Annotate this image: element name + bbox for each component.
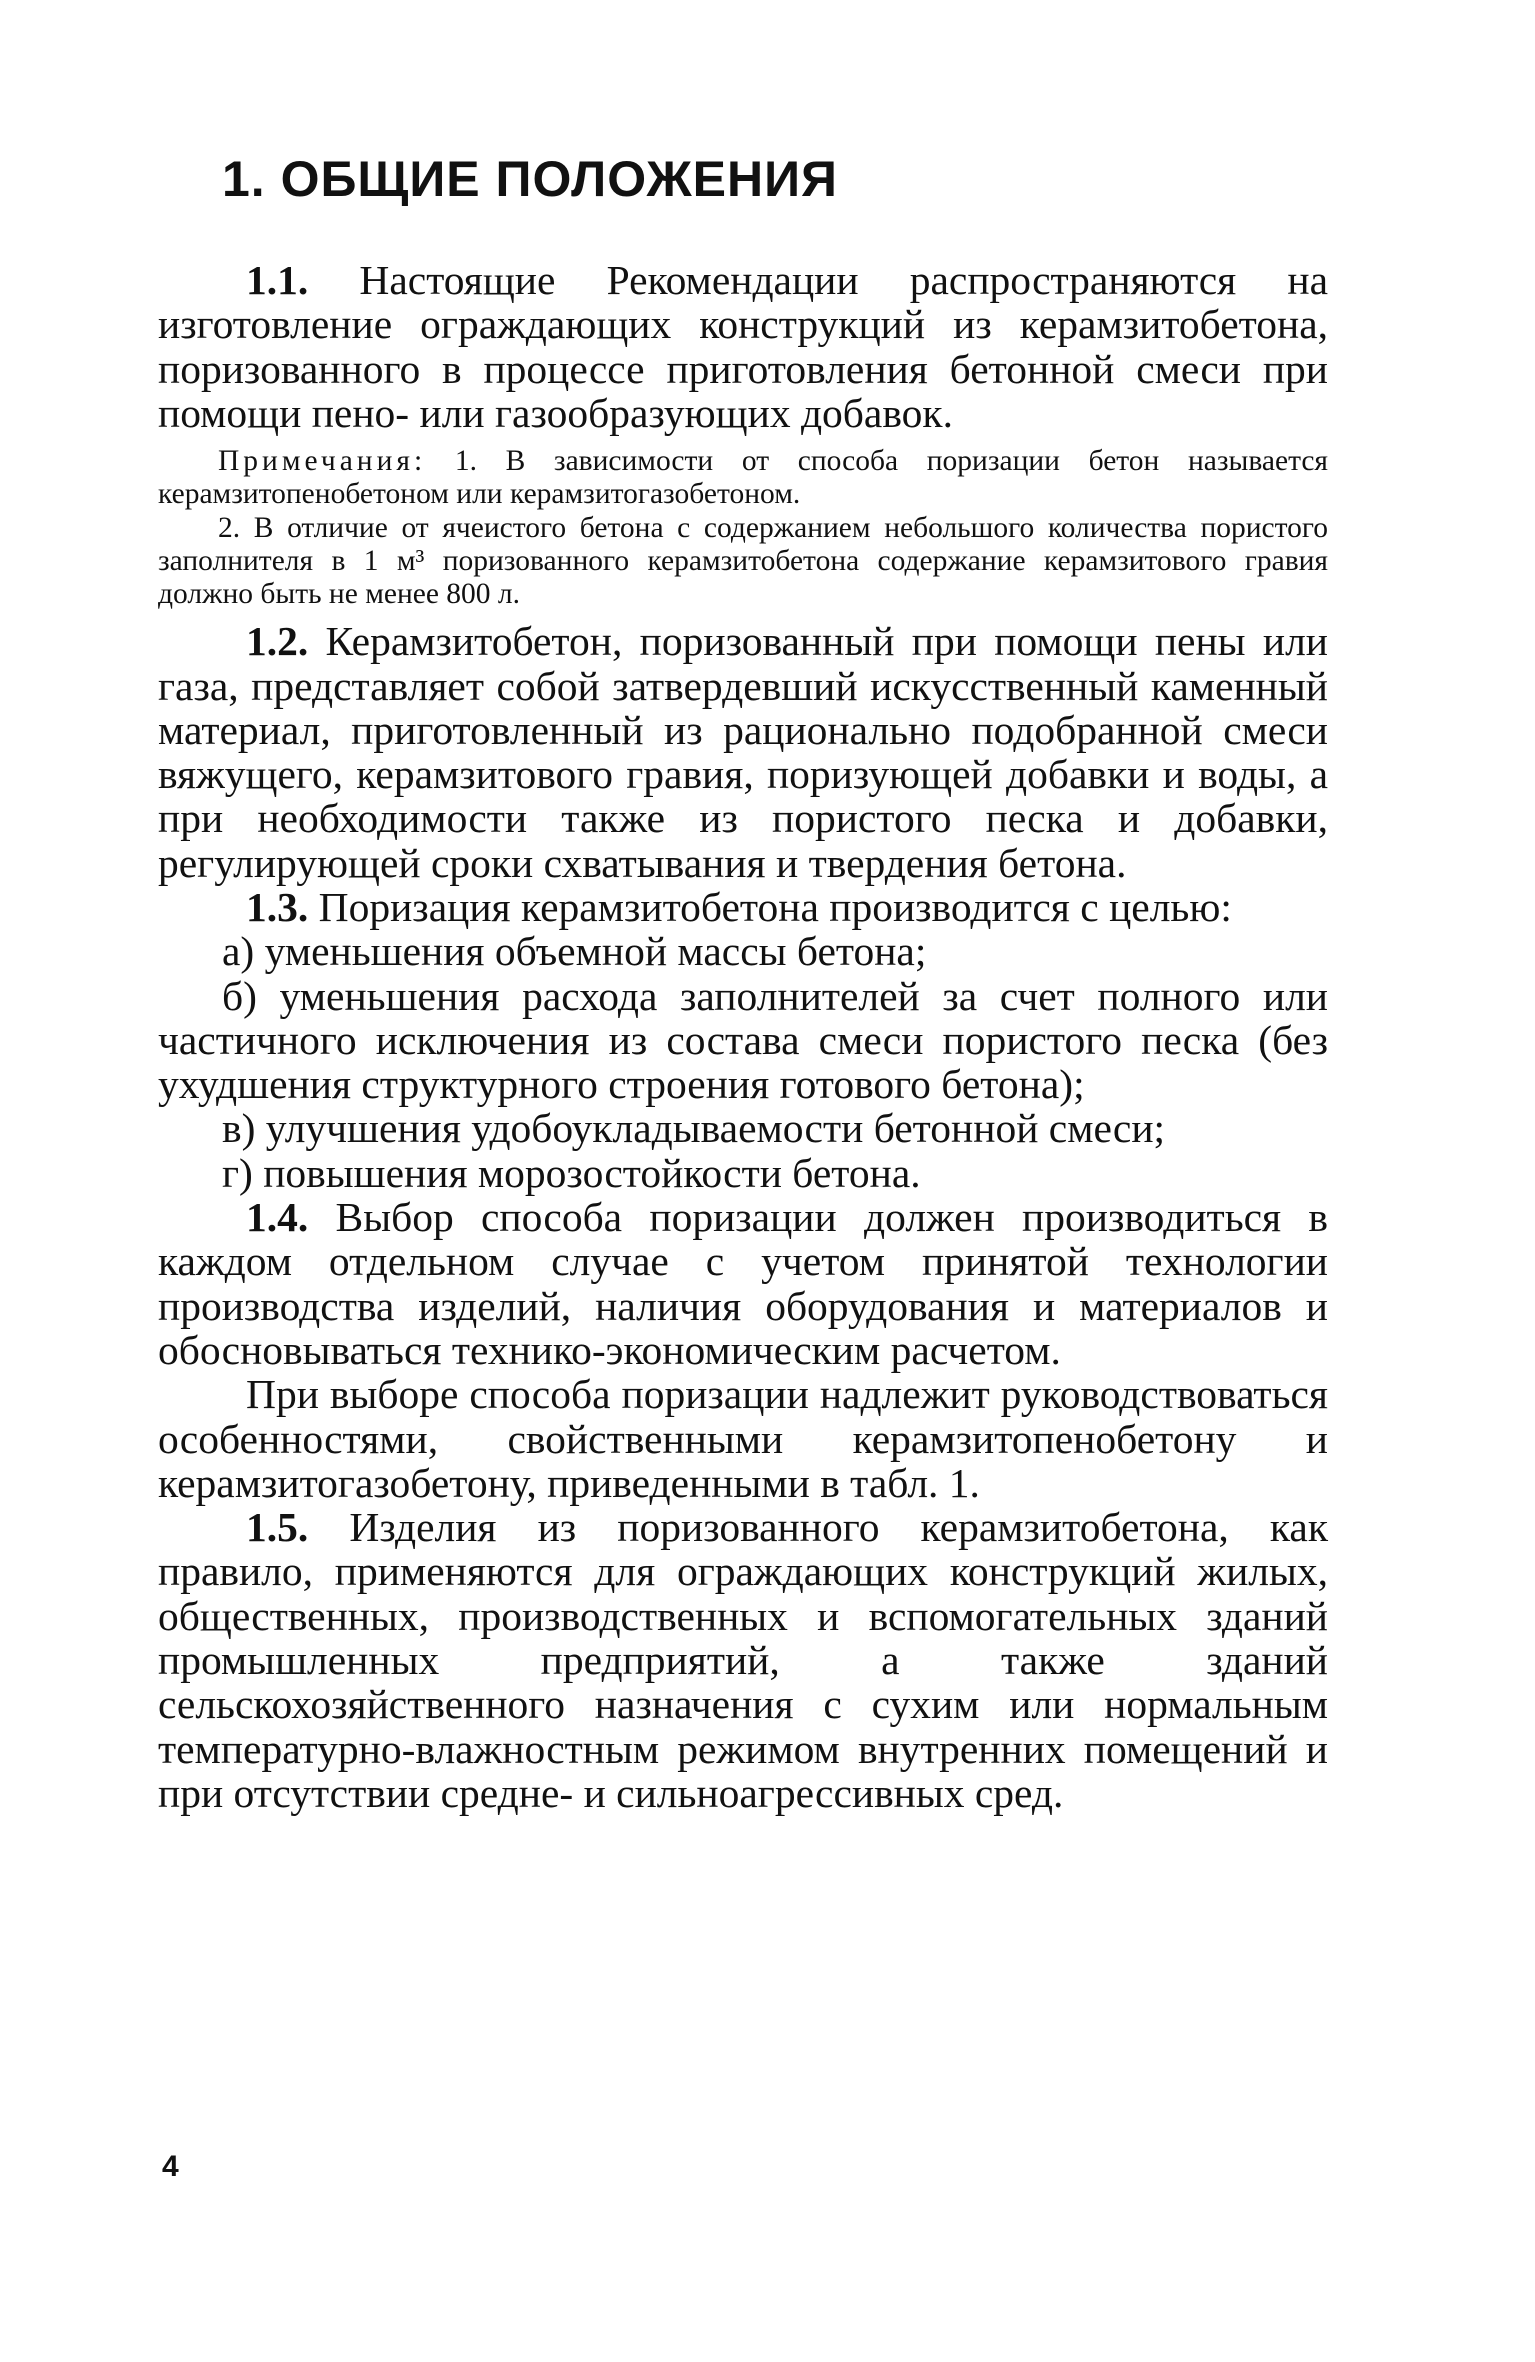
paragraph-number: 1.1. — [246, 257, 309, 303]
paragraph-text: Керамзитобетон, поризованный при помощи пены или газа, представляет собой затвердевший искусственный каменный материал, приготовленный из рационально подобранной смеси вяжущего, керамзитового гравия, поризующей добавки и воды, а при необходимости также из пористого песка и добавки, регулирующей сроки схватывания и твердения бетона. — [158, 618, 1328, 886]
paragraph-1-4 — [158, 1195, 1328, 1372]
notes-block — [158, 445, 1328, 611]
note-2: 2. В отличие от ячеистого бетона с содержанием небольшого количества пористого заполнителя в 1 м³ поризованного керамзитобетона содержание керамзитового гравия должно быть не менее 800 л. — [158, 511, 1328, 610]
paragraph-number: 1.4. — [246, 1194, 309, 1241]
paragraph-1-1 — [158, 258, 1328, 435]
text-column — [158, 258, 1328, 1815]
list-item-v: в) улучшения удобоукладываемости бетонной смеси; — [222, 1105, 1166, 1152]
page-number: 4 — [162, 2150, 179, 2183]
paragraph-1-2 — [158, 619, 1328, 885]
paragraph-1-5 — [158, 1505, 1328, 1815]
section-heading: 1. ОБЩИЕ ПОЛОЖЕНИЯ — [222, 151, 838, 207]
note-1 — [158, 445, 1328, 511]
paragraph-number: 1.5. — [246, 1504, 309, 1551]
paragraph-1-4-extra: При выборе способа поризации надлежит руководствоваться особенностями, свойственными керамзитопенобетону и керамзитогазобетону, приведенными в табл. 1. — [158, 1371, 1328, 1506]
list-item-a: а) уменьшения объемной массы бетона; — [222, 928, 927, 975]
note-1-text: 1. В зависимости от способа поризации бетон называется керамзитопенобетоном или керамзитогазобетоном. — [158, 445, 1328, 511]
paragraph-text: Выбор способа поризации должен производиться в каждом отдельном случае с учетом принятой технологии производства изделий, наличия оборудования и материалов и обосновываться технико-экономическим расчетом. — [158, 1194, 1328, 1373]
paragraph-number: 1.3. — [246, 883, 309, 930]
paragraph-1-3 — [158, 885, 1328, 929]
notes-label: Примечания: — [218, 445, 427, 478]
paragraph-number: 1.2. — [246, 618, 309, 665]
paragraph-text: Настоящие Рекомендации распространяются на изготовление ограждающих конструкций из керамзитобетона, поризованного в процессе приготовления бетонной смеси при помощи пено- или газообразующих добавок. — [158, 257, 1328, 436]
paragraph-text: Изделия из поризованного керамзитобетона, как правило, применяются для ограждающих конструкций жилых, общественных, производственных и вспомогательных зданий промышленных предприятий, а также зданий сельскохозяйственного назначения с сухим или нормальным температурно-влажностным режимом внутренних помещений и при отсутствии средне- и сильноагрессивных сред. — [158, 1504, 1328, 1816]
list-item-g: г) повышения морозостойкости бетона. — [222, 1149, 921, 1196]
paragraph-text: Поризация керамзитобетона производится с целью: — [318, 883, 1232, 930]
list-item-b: б) уменьшения расхода заполнителей за счет полного или частичного исключения из состава смеси пористого песка (без ухудшения структурного строения готового бетона); — [158, 972, 1328, 1108]
